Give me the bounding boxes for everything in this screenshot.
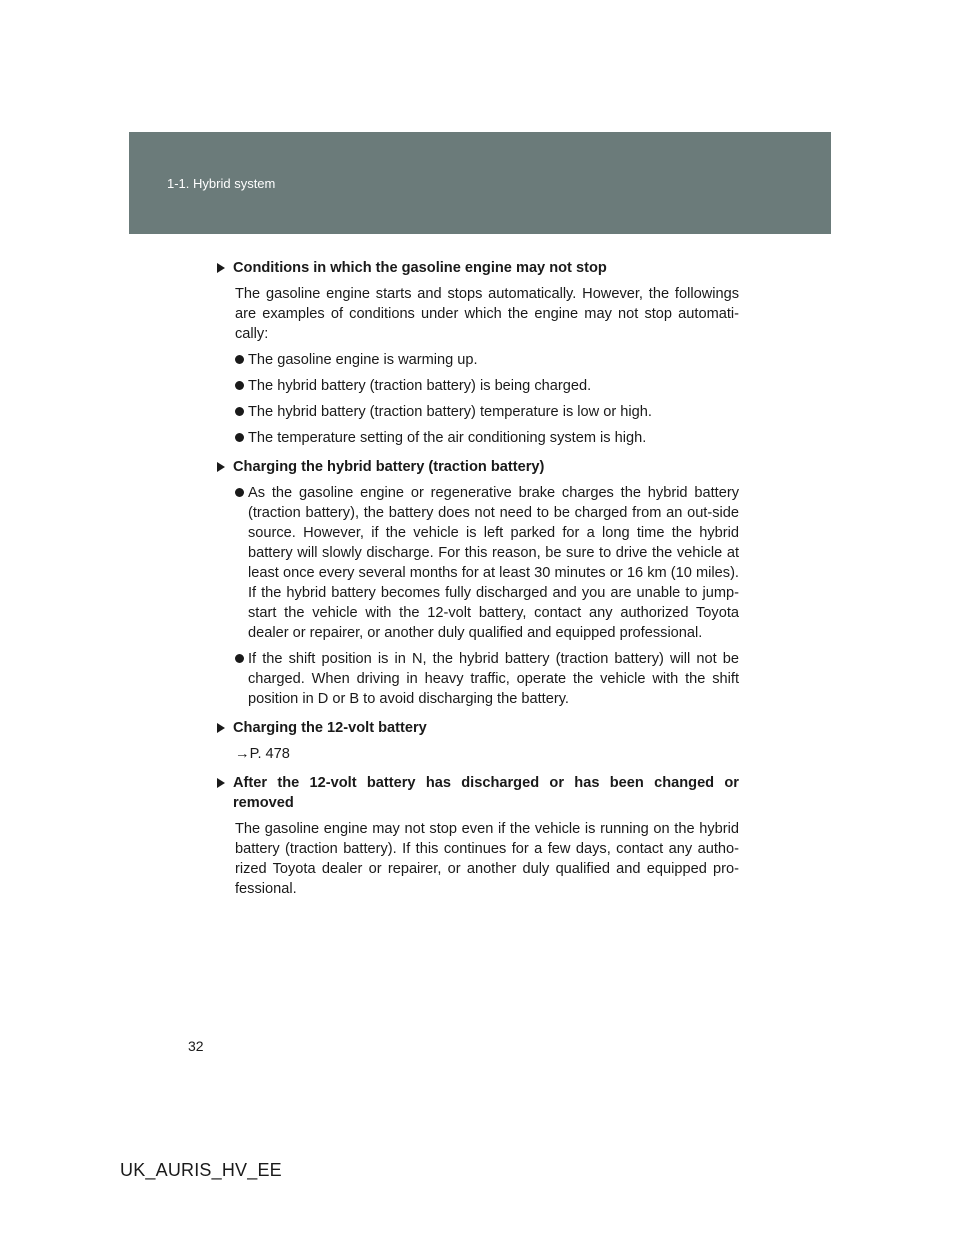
section-heading: Charging the hybrid battery (traction battery) <box>215 457 739 477</box>
dot-bullet-icon <box>235 433 244 442</box>
list-item: The hybrid battery (traction battery) temperature is low or high. <box>215 402 739 422</box>
section-paragraph: The gasoline engine starts and stops automatically. However, the followings are examples of conditions under which the engine may not stop automati-cally: <box>235 286 739 342</box>
list-item: As the gasoline engine or regenerative brake charges the hybrid battery (traction battery), the battery does not need to be charged from an out-side source. However, if the vehicle is left parked for a long time the hybrid battery will slowly discharge. For this reason, be sure to drive the vehicle at least once every several months for at least 30 minutes or 16 km (10 miles). If the hybrid battery becomes fully discharged and you are unable to jump-start the vehicle with the 12-volt battery, contact any authorized Toyota dealer or repairer, or another duly qualified and equipped professional. <box>215 483 739 643</box>
footer-code: UK_AURIS_HV_EE <box>120 1160 282 1180</box>
section-charging-hybrid-battery <box>215 457 739 709</box>
dot-bullet-icon <box>235 654 244 663</box>
section-heading: Conditions in which the gasoline engine may not stop <box>215 258 739 278</box>
section-after-12v-discharge <box>215 773 739 899</box>
section-heading: Charging the 12-volt battery <box>215 718 739 738</box>
page-number: 32 <box>188 1038 204 1054</box>
dot-bullet-icon <box>235 355 244 364</box>
page-content <box>215 258 739 908</box>
section-engine-may-not-stop <box>215 258 739 448</box>
list-item: If the shift position is in N, the hybrid battery (traction battery) will not be charged. When driving in heavy traffic, operate the vehicle with the shift position in D or B to avoid discharging the battery. <box>215 649 739 709</box>
section-heading: After the 12-volt battery has discharged or has been changed or removed <box>215 773 739 813</box>
section-charging-12v-battery <box>215 718 739 764</box>
triangle-bullet-icon <box>217 263 225 273</box>
section-label: 1-1. Hybrid system <box>167 176 276 191</box>
triangle-bullet-icon <box>217 723 225 733</box>
header-band <box>129 132 831 234</box>
page-reference-link[interactable]: →P. 478 <box>235 746 290 762</box>
triangle-bullet-icon <box>217 462 225 472</box>
dot-bullet-icon <box>235 488 244 497</box>
list-item: The temperature setting of the air conditioning system is high. <box>215 428 739 448</box>
list-item: The hybrid battery (traction battery) is being charged. <box>215 376 739 396</box>
dot-bullet-icon <box>235 381 244 390</box>
dot-bullet-icon <box>235 407 244 416</box>
section-paragraph: The gasoline engine may not stop even if the vehicle is running on the hybrid battery (traction battery). If this continues for a few days, contact any autho-rized Toyota dealer or repairer, or another duly qualified and equipped pro-fessional. <box>235 821 739 897</box>
list-item: The gasoline engine is warming up. <box>215 350 739 370</box>
triangle-bullet-icon <box>217 778 225 788</box>
